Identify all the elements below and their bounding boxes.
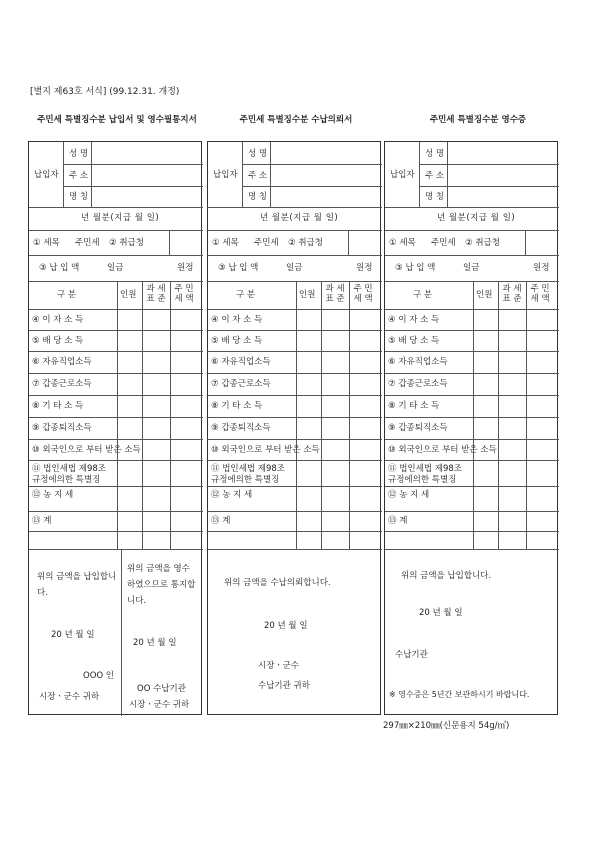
rule-line xyxy=(385,351,559,352)
row-label: ⑦ 갑종근로소득 xyxy=(32,379,92,389)
row-label: ⑬ 계 xyxy=(211,516,231,526)
rule-line xyxy=(208,373,382,374)
rule-line xyxy=(385,460,559,461)
rule-line xyxy=(208,351,382,352)
rule-line xyxy=(208,207,382,208)
rule-line xyxy=(208,460,382,461)
rule-line xyxy=(385,309,559,310)
left-date: 20 년 월 일 xyxy=(51,630,95,640)
rule-line xyxy=(29,439,203,440)
name-field[interactable] xyxy=(271,143,380,163)
row-label: ⑩ 외국인으로 부터 받은 소득 xyxy=(32,444,141,455)
row-label: ⑥ 자유직업소득 xyxy=(211,357,271,367)
row-label: ⑥ 자유직업소득 xyxy=(32,357,92,367)
sign-bank: 수납기관 xyxy=(395,650,428,660)
row-label: ⑫ 농 지 세 xyxy=(388,490,430,500)
rule-line xyxy=(242,142,243,207)
form-3 xyxy=(384,141,558,715)
amount-won: 일금 xyxy=(107,263,124,273)
left-addressee: 시장ㆍ군수 귀하 xyxy=(39,692,100,702)
col-persons: 인원 xyxy=(120,290,137,300)
name-label: 성 명 xyxy=(425,149,445,159)
rule-line xyxy=(29,373,203,374)
rule-line xyxy=(349,281,350,549)
office-label: ② 취급청 xyxy=(109,238,144,248)
rule-line xyxy=(29,281,203,282)
amount-label: ③ 납 입 액 xyxy=(218,263,259,273)
name-field[interactable] xyxy=(448,143,557,163)
address-label: 주 소 xyxy=(69,171,89,181)
rule-line xyxy=(385,549,559,550)
row-label: ④ 이 자 소 득 xyxy=(32,314,84,325)
row-label: ⑤ 배 당 소 득 xyxy=(211,335,263,346)
right-sign: OO 수납기관 xyxy=(137,684,186,694)
rule-line xyxy=(208,281,382,282)
col-persons: 인원 xyxy=(476,290,493,300)
row-label: ⑫ 농 지 세 xyxy=(211,490,253,500)
row-label: ⑪ 법인세법 제98조 규정에의한 특별징 xyxy=(388,464,462,486)
name-field[interactable] xyxy=(92,143,201,163)
rule-line xyxy=(385,330,559,331)
col-tax-base: 과 세 표 준 xyxy=(502,284,522,305)
amount-won: 일금 xyxy=(286,263,303,273)
rule-line xyxy=(208,395,382,396)
rule-line xyxy=(385,230,559,231)
form-2 xyxy=(207,141,381,715)
rule-line xyxy=(29,417,203,418)
period-field: 년 월분(지급 월 일) xyxy=(260,213,339,223)
rule-line xyxy=(348,230,349,255)
row-label: ⑪ 법인세법 제98조 규정에의한 특별징 xyxy=(211,464,285,486)
name-label: 성 명 xyxy=(248,149,268,159)
paper-spec-note: 297㎜×210㎜(신문용지 54g/㎡) xyxy=(383,721,510,731)
row-label: ⑨ 갑종퇴직소득 xyxy=(388,423,448,433)
tax-item-label: ① 세목 xyxy=(33,238,60,248)
rule-line xyxy=(385,439,559,440)
address-field[interactable] xyxy=(92,165,201,185)
row-label: ⑪ 법인세법 제98조 규정에의한 특별징 xyxy=(32,464,106,486)
rule-line xyxy=(208,417,382,418)
amount-unit: 원정 xyxy=(356,263,373,273)
rule-line xyxy=(29,511,203,512)
rule-line xyxy=(385,417,559,418)
office-label: ② 취급청 xyxy=(465,238,500,248)
left-sign: OOO 인 xyxy=(83,671,114,681)
rule-line xyxy=(208,255,382,256)
firm-label: 명 칭 xyxy=(248,192,268,202)
rule-line xyxy=(385,207,559,208)
row-label: ⑩ 외국인으로 부터 받은 소득 xyxy=(211,444,320,455)
right-addressee: 시장ㆍ군수 귀하 xyxy=(129,700,190,710)
period-field: 년 월분(지급 월 일) xyxy=(81,213,160,223)
amount-unit: 원정 xyxy=(533,263,550,273)
rule-line xyxy=(526,281,527,549)
tax-item-value: 주민세 xyxy=(431,238,456,248)
rule-line xyxy=(208,309,382,310)
rule-line xyxy=(29,330,203,331)
rule-line xyxy=(29,207,203,208)
amount-unit: 원정 xyxy=(177,263,194,273)
payer-label: 납입자 xyxy=(213,170,238,180)
col-resident-tax: 주 민 세 액 xyxy=(530,284,550,305)
firm-label: 명 칭 xyxy=(69,192,89,202)
rule-line xyxy=(117,281,118,549)
firm-field[interactable] xyxy=(448,187,557,206)
col-category: 구 분 xyxy=(236,290,256,300)
rule-line xyxy=(208,531,382,532)
rule-line xyxy=(385,511,559,512)
col-resident-tax: 주 민 세 액 xyxy=(174,284,194,305)
form-title: 주민세 특별징수분 수납의뢰서 xyxy=(239,115,353,125)
rule-line xyxy=(29,309,203,310)
address-label: 주 소 xyxy=(425,171,445,181)
col-persons: 인원 xyxy=(299,290,316,300)
rule-line xyxy=(208,230,382,231)
rule-line xyxy=(29,255,203,256)
amount-label: ③ 납 입 액 xyxy=(395,263,436,273)
rule-line xyxy=(385,395,559,396)
rule-line xyxy=(29,531,203,532)
row-label: ⑤ 배 당 소 득 xyxy=(32,335,84,346)
row-label: ⑥ 자유직업소득 xyxy=(388,357,448,367)
rule-line xyxy=(121,549,122,716)
rule-line xyxy=(29,351,203,352)
rule-line xyxy=(29,230,203,231)
form-1 xyxy=(28,141,202,715)
sign-bank: 수납기관 귀하 xyxy=(258,681,310,691)
date: 20 년 월 일 xyxy=(419,608,463,618)
period-field: 년 월분(지급 월 일) xyxy=(437,213,516,223)
rule-line xyxy=(385,531,559,532)
rule-line xyxy=(473,281,474,549)
rule-line xyxy=(29,395,203,396)
rule-line xyxy=(208,330,382,331)
rule-line xyxy=(296,281,297,549)
rule-line xyxy=(385,373,559,374)
rule-line xyxy=(169,230,170,255)
sign-city: 시장ㆍ군수 xyxy=(258,661,300,671)
address-field[interactable] xyxy=(271,165,380,185)
col-tax-base: 과 세 표 준 xyxy=(146,284,166,305)
row-label: ⑧ 기 타 소 득 xyxy=(211,401,263,411)
payer-label: 납입자 xyxy=(34,170,59,180)
receipt-note: ※ 영수증은 5년간 보관하시기 바랍니다. xyxy=(389,690,530,699)
row-label: ⑦ 갑종근로소득 xyxy=(211,379,271,389)
statement: 위의 금액을 수납의뢰합니다. xyxy=(224,578,331,588)
rule-line xyxy=(419,142,420,207)
row-label: ④ 이 자 소 득 xyxy=(388,314,440,325)
right-statement: 위의 금액을 영수하였으므로 통지합니다. xyxy=(127,564,196,607)
amount-won: 일금 xyxy=(463,263,480,273)
row-label: ⑬ 계 xyxy=(388,516,408,526)
firm-field[interactable] xyxy=(271,187,380,206)
firm-field[interactable] xyxy=(92,187,201,206)
tax-item-label: ① 세목 xyxy=(212,238,239,248)
tax-item-label: ① 세목 xyxy=(389,238,416,248)
row-label: ⑬ 계 xyxy=(32,516,52,526)
rule-line xyxy=(498,281,499,549)
row-label: ⑧ 기 타 소 득 xyxy=(388,401,440,411)
office-label: ② 취급청 xyxy=(288,238,323,248)
address-label: 주 소 xyxy=(248,171,268,181)
row-label: ④ 이 자 소 득 xyxy=(211,314,263,325)
rule-line xyxy=(385,255,559,256)
form-title: 주민세 특별징수분 영수증 xyxy=(429,115,527,125)
row-label: ⑩ 외국인으로 부터 받은 소득 xyxy=(388,444,497,455)
firm-label: 명 칭 xyxy=(425,192,445,202)
col-tax-base: 과 세 표 준 xyxy=(325,284,345,305)
row-label: ⑦ 갑종근로소득 xyxy=(388,379,448,389)
rule-line xyxy=(29,549,203,550)
rule-line xyxy=(385,281,559,282)
rule-line xyxy=(208,549,382,550)
col-category: 구 분 xyxy=(413,290,433,300)
right-date: 20 년 월 일 xyxy=(133,638,177,648)
col-resident-tax: 주 민 세 액 xyxy=(353,284,373,305)
form-title: 주민세 특별징수분 납입서 및 영수필통지서 xyxy=(37,115,197,125)
rule-line xyxy=(29,460,203,461)
row-label: ⑨ 갑종퇴직소득 xyxy=(211,423,271,433)
statement: 위의 금액을 납입합니다. xyxy=(401,571,492,581)
form-number-note: [별지 제63호 서식] (99.12.31. 개정) xyxy=(30,87,180,97)
row-label: ⑧ 기 타 소 득 xyxy=(32,401,84,411)
rule-line xyxy=(170,281,171,549)
row-label: ⑤ 배 당 소 득 xyxy=(388,335,440,346)
row-label: ⑫ 농 지 세 xyxy=(32,490,74,500)
name-label: 성 명 xyxy=(69,149,89,159)
date: 20 년 월 일 xyxy=(264,621,308,631)
rule-line xyxy=(208,439,382,440)
rule-line xyxy=(208,511,382,512)
left-statement: 위의 금액을 납입합니다. xyxy=(37,572,117,599)
col-category: 구 분 xyxy=(57,290,77,300)
amount-label: ③ 납 입 액 xyxy=(39,263,80,273)
row-label: ⑨ 갑종퇴직소득 xyxy=(32,423,92,433)
tax-item-value: 주민세 xyxy=(75,238,100,248)
tax-item-value: 주민세 xyxy=(254,238,279,248)
address-field[interactable] xyxy=(448,165,557,185)
rule-line xyxy=(142,281,143,549)
rule-line xyxy=(63,142,64,207)
rule-line xyxy=(525,230,526,255)
payer-label: 납입자 xyxy=(390,170,415,180)
rule-line xyxy=(321,281,322,549)
